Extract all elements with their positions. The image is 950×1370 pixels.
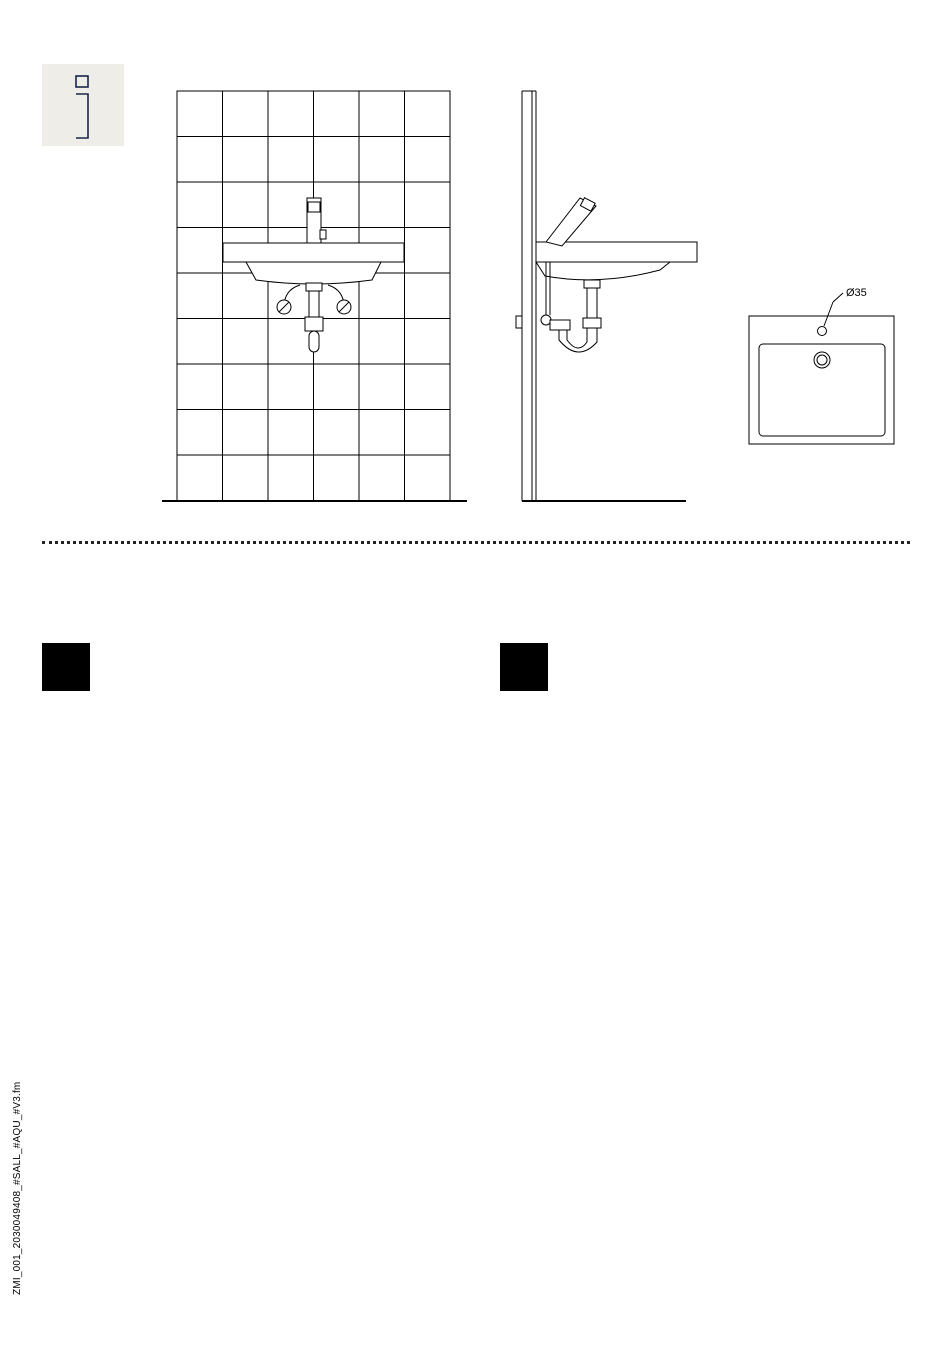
installation-drawing bbox=[0, 0, 950, 540]
file-reference: ZMI_001_2030049408_#SALL_#AQU_#V3.fm bbox=[12, 1081, 23, 1295]
top-view bbox=[749, 287, 894, 444]
front-view bbox=[162, 91, 467, 501]
section-divider bbox=[42, 541, 910, 544]
step-1-marker bbox=[42, 643, 90, 691]
diameter-label: Ø35 bbox=[846, 287, 867, 299]
side-view bbox=[516, 91, 697, 501]
step-2-marker bbox=[500, 643, 548, 691]
